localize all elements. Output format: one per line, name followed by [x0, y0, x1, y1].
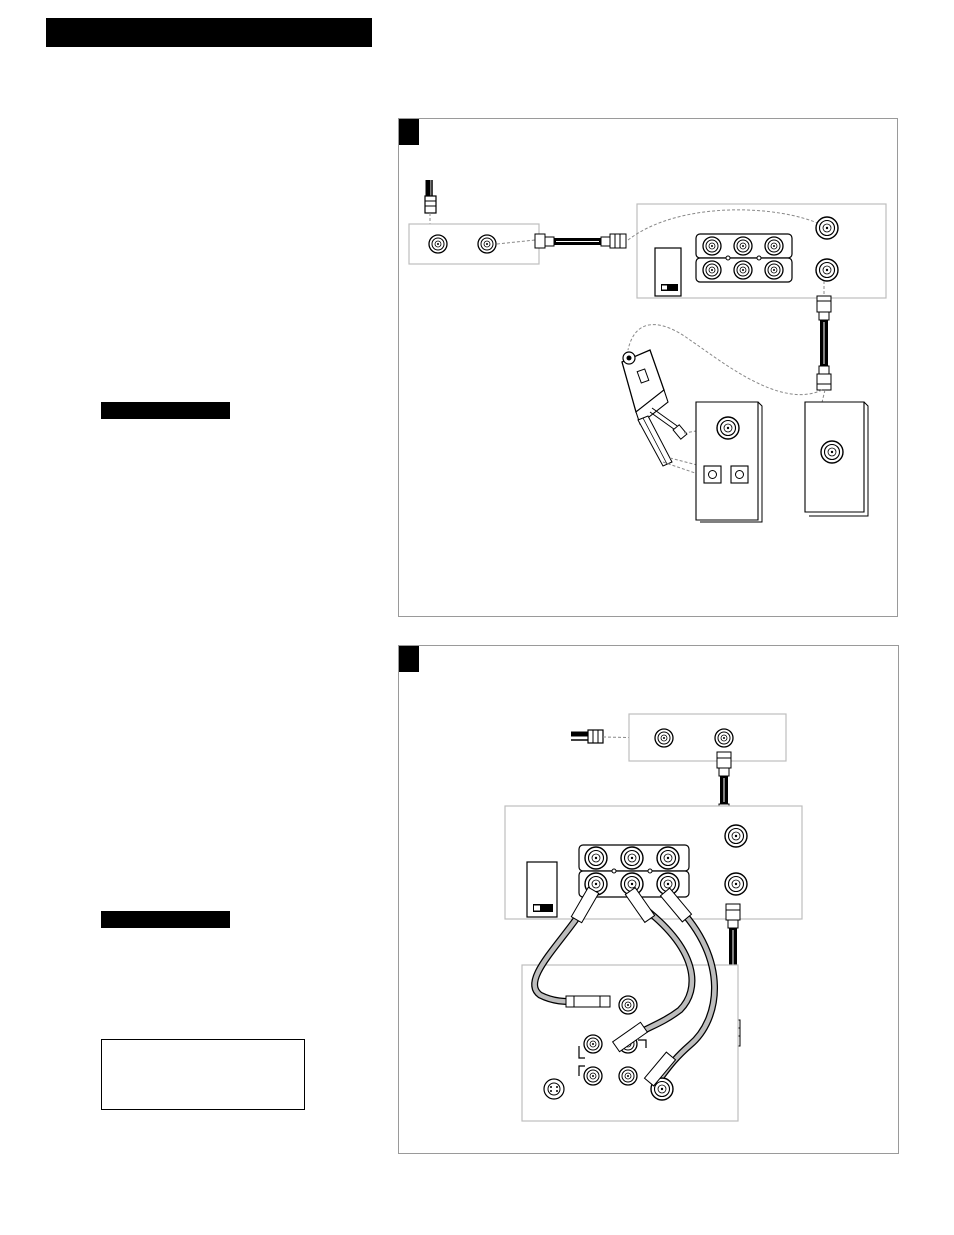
wall-plate-2 [805, 402, 868, 516]
antenna-box-2 [629, 714, 786, 761]
figure-2-drawing [505, 714, 802, 1121]
coax-cable-1 [535, 234, 626, 248]
figure-1-drawing [409, 180, 886, 522]
wall-plate-1 [696, 402, 762, 522]
coax-cable-2 [817, 281, 831, 390]
